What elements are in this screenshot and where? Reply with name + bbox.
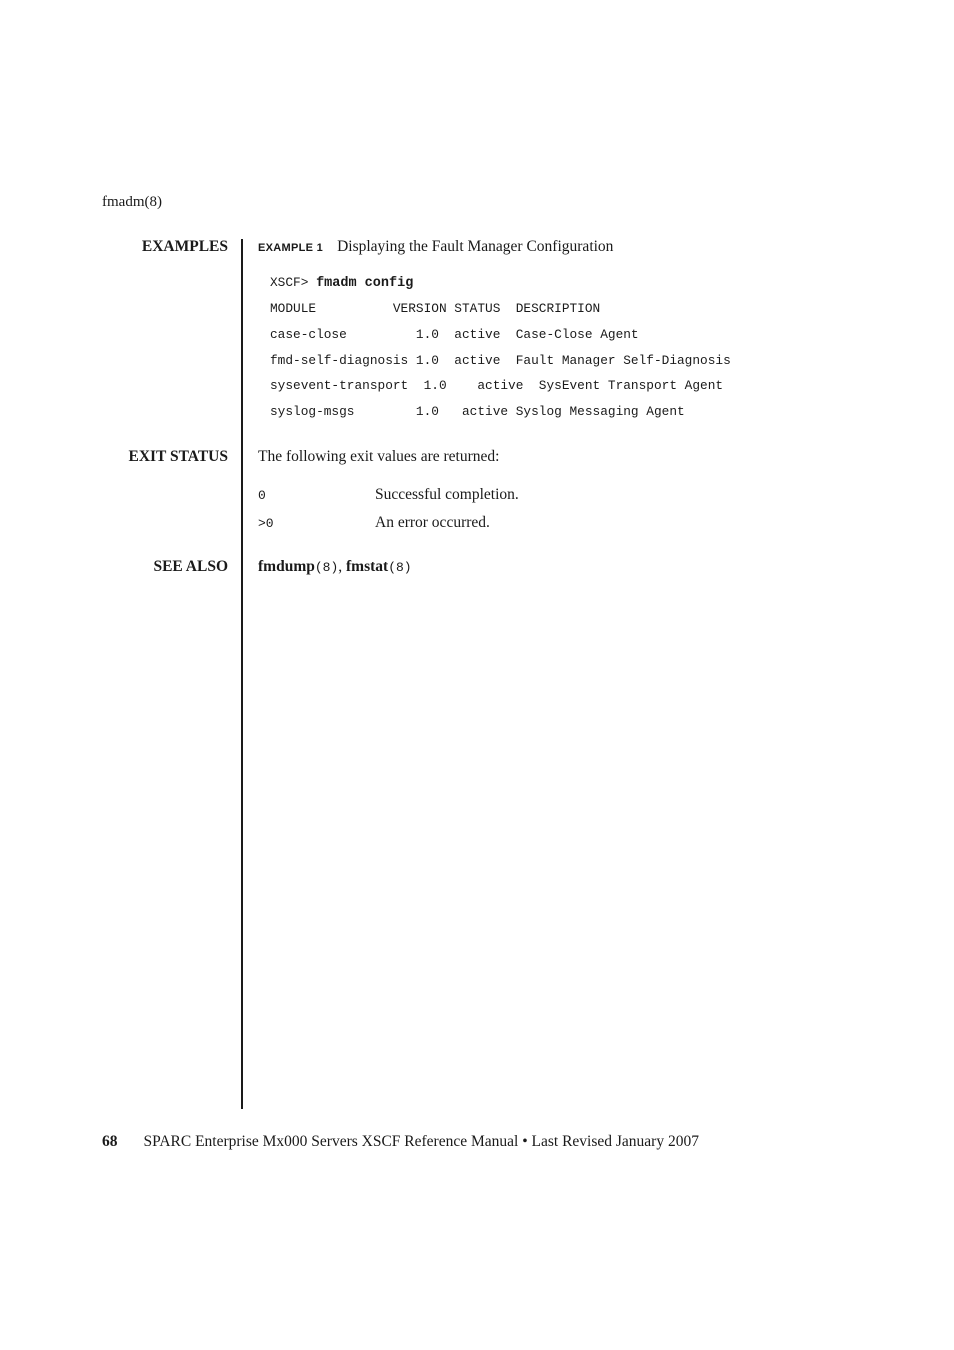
exit-status-intro: The following exit values are returned: <box>258 448 500 465</box>
example-tag: EXAMPLE 1 <box>258 242 324 254</box>
exit-description: Successful completion. <box>375 486 519 503</box>
see-also-section: (8) <box>314 560 339 575</box>
code-line: MODULE VERSION STATUS DESCRIPTION <box>270 301 601 316</box>
code-prompt-line <box>270 277 413 291</box>
page-number: 68 <box>102 1133 118 1150</box>
example-title: Displaying the Fault Manager Configuration <box>337 238 614 255</box>
footer-text: SPARC Enterprise Mx000 Servers XSCF Reference Manual • Last Revised January 2007 <box>143 1133 699 1150</box>
code-command: fmadm config <box>316 276 414 291</box>
section-title-see-also: SEE ALSO <box>153 558 228 575</box>
see-also-separator: , <box>338 558 347 575</box>
see-also-link-fmstat[interactable]: fmstat <box>346 558 389 575</box>
page-header: fmadm(8) <box>102 194 162 210</box>
exit-code: >0 <box>258 516 274 531</box>
see-also-link-fmdump[interactable]: fmdump <box>258 558 315 575</box>
see-also-section: (8) <box>388 560 412 575</box>
example-heading <box>258 238 613 256</box>
exit-code: 0 <box>258 488 266 503</box>
section-title-examples: EXAMPLES <box>141 238 228 255</box>
section-title-exit-status: EXIT STATUS <box>128 448 228 465</box>
see-also-list <box>258 558 412 576</box>
vertical-rule <box>241 239 243 1109</box>
exit-description: An error occurred. <box>375 514 490 531</box>
code-line: case-close 1.0 active Case-Close Agent <box>270 327 639 342</box>
code-line: fmd-self-diagnosis 1.0 active Fault Manager Self-Diagnosis <box>270 353 731 368</box>
code-prompt: XSCF> <box>270 275 317 290</box>
code-line: sysevent-transport 1.0 active SysEvent Transport Agent <box>270 378 724 393</box>
code-line: syslog-msgs 1.0 active Syslog Messaging Agent <box>270 404 685 419</box>
page-footer <box>102 1133 699 1151</box>
